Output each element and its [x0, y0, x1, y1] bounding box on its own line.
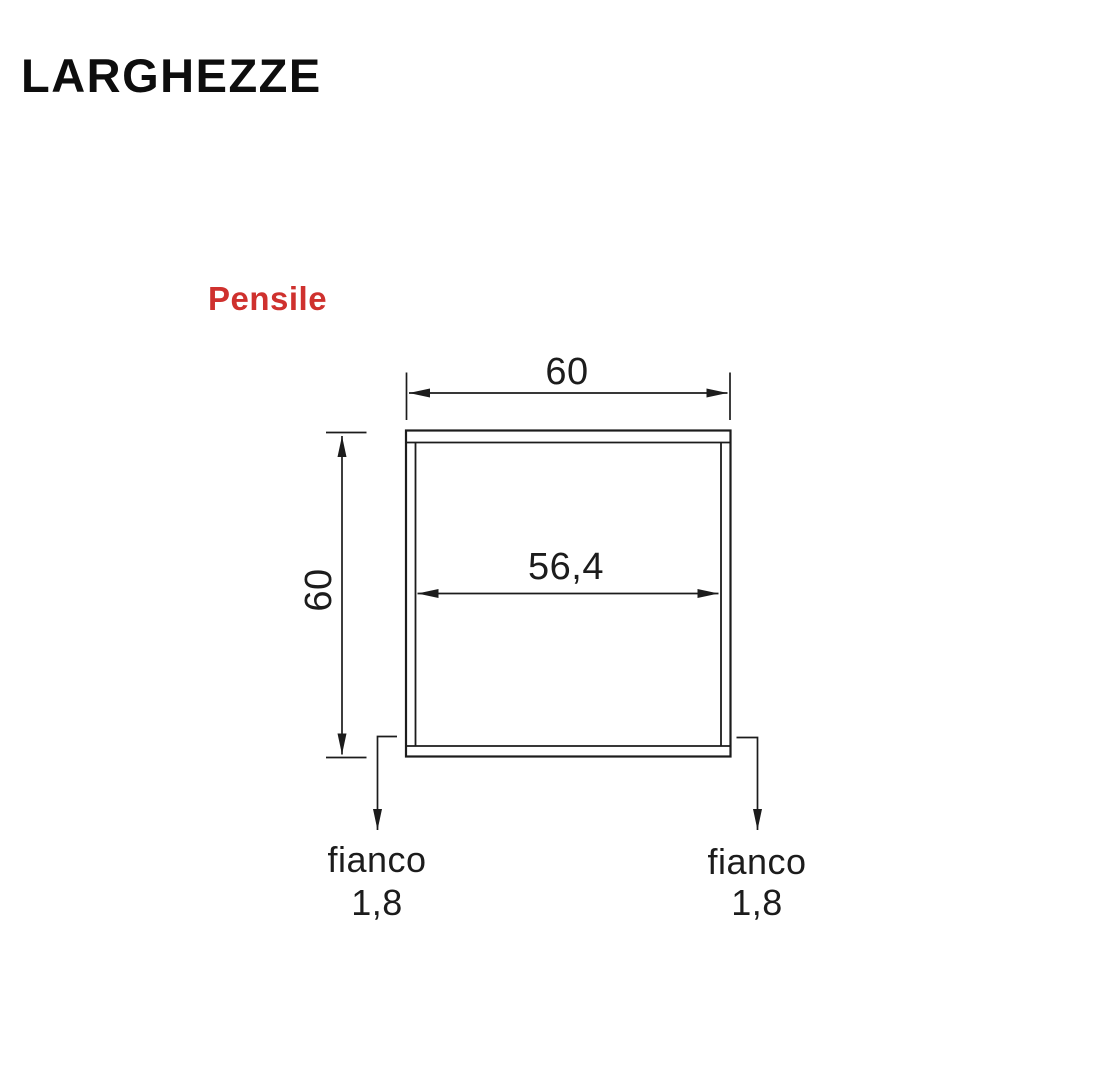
inner-width-dimension-label: 56,4	[528, 546, 604, 588]
left-side-callout-label-line1: fianco	[327, 839, 427, 880]
right-side-callout-leader-line	[737, 738, 758, 831]
top-width-dimension	[407, 351, 731, 420]
inner-width-dimension	[418, 546, 719, 594]
page-title: LARGHEZZE	[21, 49, 322, 102]
right-side-callout	[707, 738, 806, 924]
height-dimension	[298, 433, 367, 758]
left-side-callout-leader-line	[378, 737, 398, 831]
right-side-callout-label-line2: 1,8	[731, 882, 783, 923]
top-width-dimension-label: 60	[545, 351, 589, 393]
height-dimension-label: 60	[298, 568, 340, 612]
right-side-callout-label-line1: fianco	[707, 841, 807, 882]
left-side-callout-label-line2: 1,8	[351, 882, 403, 923]
section-label-pensile: Pensile	[208, 280, 328, 317]
left-side-callout	[327, 737, 426, 924]
